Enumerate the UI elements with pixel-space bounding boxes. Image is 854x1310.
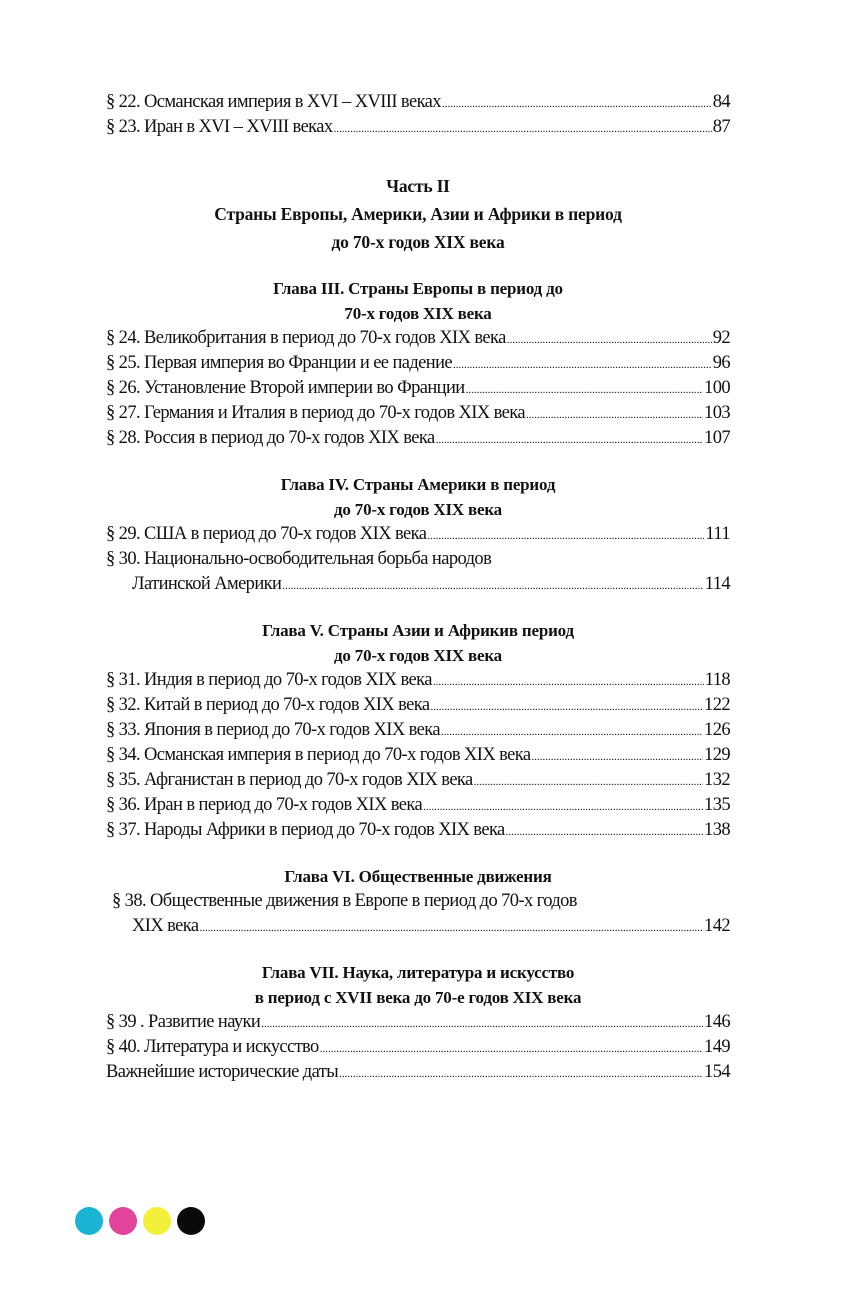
toc-entry-title: § 26. Установление Второй империи во Франции (106, 378, 465, 398)
toc-entry-page: 111 (705, 524, 730, 544)
toc-leader-dots (334, 117, 712, 142)
toc-entry-first-line[interactable] (106, 547, 730, 572)
chapter-6-title: Глава VI. Общественные движения (284, 867, 552, 886)
toc-leader-dots (453, 353, 712, 378)
toc-entry[interactable] (106, 818, 730, 843)
toc-entry-page: 129 (704, 745, 730, 765)
toc-entry[interactable] (106, 668, 730, 693)
toc-leader-dots (339, 1062, 703, 1087)
toc-leader-dots (526, 403, 703, 428)
toc-leader-dots (442, 92, 712, 117)
chapter-3-title-line2: 70-х годов XIX века (344, 304, 492, 323)
toc-entry-page: 149 (704, 1037, 730, 1057)
toc-entry[interactable] (106, 326, 730, 351)
toc-entry-title: § 23. Иран в XVI – XVIII веках (106, 117, 333, 137)
toc-entry[interactable] (106, 115, 730, 140)
cyan-mark (75, 1207, 103, 1235)
toc-entry-title: § 34. Османская империя в период до 70-х годов XIX века (106, 745, 531, 765)
part-title: Часть II (386, 176, 450, 196)
toc-entry[interactable] (106, 90, 730, 115)
toc-entry-title: XIX века (132, 916, 199, 936)
toc-entry-title: § 31. Индия в период до 70-х годов XIX века (106, 670, 432, 690)
toc-entry-continuation[interactable] (106, 572, 730, 597)
chapter-5-title-line2: до 70-х годов XIX века (334, 646, 502, 665)
toc-entry-title: § 37. Народы Африки в период до 70-х годов XIX века (106, 820, 505, 840)
toc-entry[interactable] (106, 401, 730, 426)
toc-leader-dots (261, 1012, 703, 1037)
toc-entry[interactable] (106, 693, 730, 718)
black-mark (177, 1207, 205, 1235)
toc-entry-page: 126 (704, 720, 730, 740)
toc-entry-title: § 29. США в период до 70-х годов XIX века (106, 524, 427, 544)
toc-entry-title: § 25. Первая империя во Франции и ее падение (106, 353, 452, 373)
toc-entry-page: 103 (704, 403, 730, 423)
toc-entry[interactable] (106, 718, 730, 743)
toc-entry-page: 96 (712, 353, 730, 373)
toc-entry-title: § 38. Общественные движения в Европе в период до 70-х годов (112, 891, 577, 911)
toc-entry-title: § 30. Национально-освободительная борьба народов (106, 549, 492, 569)
toc-entry[interactable] (106, 522, 730, 547)
toc-entry[interactable] (106, 426, 730, 451)
toc-entry[interactable] (106, 1010, 730, 1035)
toc-leader-dots (430, 695, 703, 720)
toc-leader-dots (507, 328, 712, 353)
toc-entry-page: 132 (704, 770, 730, 790)
part-subtitle-line2: до 70-х годов XIX века (331, 232, 505, 252)
toc-entry-page: 146 (704, 1012, 730, 1032)
chapter-7-title-line2: в период с XVII века до 70-е годов XIX века (254, 988, 582, 1007)
toc-entry-page: 84 (712, 92, 730, 112)
toc-entry-continuation[interactable] (106, 914, 730, 939)
toc-entry-title: Латинской Америки (132, 574, 282, 594)
toc-leader-dots (474, 770, 703, 795)
chapter-7-title-line1: Глава VII. Наука, литература и искусство (261, 963, 575, 982)
print-color-marks (75, 1207, 205, 1235)
toc-entry-title: Важнейшие исторические даты (106, 1062, 339, 1082)
toc-entry-title: § 33. Япония в период до 70-х годов XIX века (106, 720, 440, 740)
toc-leader-dots (433, 670, 704, 695)
toc-entry-page: 87 (712, 117, 730, 137)
toc-entry-title: § 32. Китай в период до 70-х годов XIX века (106, 695, 430, 715)
toc-leader-dots (441, 720, 703, 745)
toc-entry-page: 107 (704, 428, 730, 448)
toc-entry-page: 138 (704, 820, 730, 840)
toc-entry-title: § 22. Османская империя в XVI – XVIII веках (106, 92, 441, 112)
toc-entry-first-line[interactable] (106, 889, 730, 914)
toc-entry-title: § 27. Германия и Италия в период до 70-х годов XIX века (106, 403, 525, 423)
toc-leader-dots (466, 378, 703, 403)
toc-leader-dots (199, 916, 703, 941)
toc-leader-dots (436, 428, 703, 453)
chapter-5-title-line1: Глава V. Страны Азии и Африкив период (262, 621, 574, 640)
toc-entry[interactable] (106, 793, 730, 818)
chapter-4-title-line1: Глава IV. Страны Америки в период (280, 475, 556, 494)
part-subtitle-line1: Страны Европы, Америки, Азии и Африки в период (214, 204, 622, 224)
toc-entry-title: § 35. Афганистан в период до 70-х годов XIX века (106, 770, 473, 790)
toc-entry-page: 142 (704, 916, 730, 936)
toc-entry-title: § 28. Россия в период до 70-х годов XIX века (106, 428, 435, 448)
toc-entry-title: § 39 . Развитие науки (106, 1012, 261, 1032)
toc-entry[interactable] (106, 768, 730, 793)
toc-leader-dots (423, 795, 703, 820)
magenta-mark (109, 1207, 137, 1235)
toc-entry-page: 122 (704, 695, 730, 715)
toc-entry-page: 118 (704, 670, 730, 690)
toc-entry[interactable] (106, 1035, 730, 1060)
table-of-contents (106, 90, 730, 1085)
chapter-4-title-line2: до 70-х годов XIX века (334, 500, 502, 519)
yellow-mark (143, 1207, 171, 1235)
toc-entry-page: 100 (704, 378, 730, 398)
toc-leader-dots (427, 524, 704, 549)
toc-entry-page: 114 (704, 574, 730, 594)
toc-leader-dots (282, 574, 703, 599)
toc-leader-dots (320, 1037, 703, 1062)
toc-entry-page: 154 (704, 1062, 730, 1082)
toc-entry-page: 135 (704, 795, 730, 815)
toc-entry-page: 92 (712, 328, 730, 348)
toc-leader-dots (532, 745, 704, 770)
toc-entry-title: § 36. Иран в период до 70-х годов XIX века (106, 795, 423, 815)
toc-entry[interactable] (106, 376, 730, 401)
chapter-3-title-line1: Глава III. Страны Европы в период до (273, 279, 563, 298)
toc-entry[interactable] (106, 351, 730, 376)
toc-entry-title: § 40. Литература и искусство (106, 1037, 319, 1057)
toc-entry[interactable] (106, 743, 730, 768)
toc-entry[interactable] (106, 1060, 730, 1085)
toc-leader-dots (506, 820, 703, 845)
toc-entry-title: § 24. Великобритания в период до 70-х годов XIX века (106, 328, 506, 348)
